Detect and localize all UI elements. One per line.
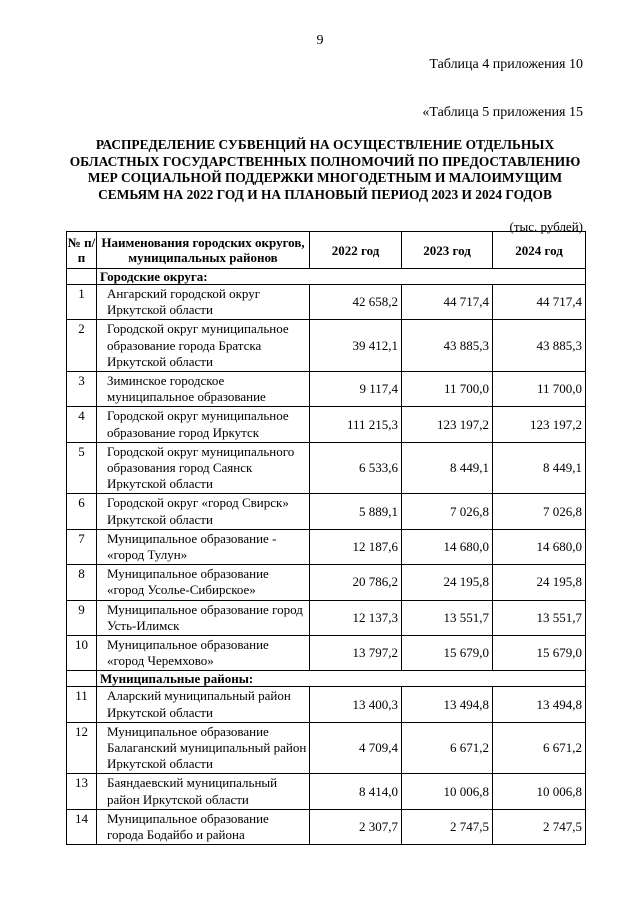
row-number: 12: [67, 722, 97, 774]
value-2024: 14 680,0: [493, 529, 586, 564]
value-2024: 8 449,1: [493, 442, 586, 494]
table-row: [67, 320, 586, 372]
table-body: [67, 269, 586, 845]
row-number: 9: [67, 600, 97, 635]
row-number: 2: [67, 320, 97, 372]
value-2024: 6 671,2: [493, 722, 586, 774]
row-number: 14: [67, 809, 97, 844]
row-number: 11: [67, 687, 97, 722]
value-2023: 7 026,8: [402, 494, 493, 529]
value-2022: 20 786,2: [310, 565, 402, 600]
table-row: [67, 529, 586, 564]
value-2024: 7 026,8: [493, 494, 586, 529]
table-row: [67, 407, 586, 442]
document-title: РАСПРЕДЕЛЕНИЕ СУБВЕНЦИЙ НА ОСУЩЕСТВЛЕНИЕ ОТДЕЛЬНЫХ ОБЛАСТНЫХ ГОСУДАРСТВЕННЫХ ПОЛНОМОЧИЙ ПО ПРЕДОСТАВЛЕНИЮ МЕР СОЦИАЛЬНОЙ ПОДДЕРЖКИ МНОГОДЕТНЫМ И МАЛОИМУЩИМ СЕМЬЯМ НА 2022 ГОД И НА ПЛАНОВЫЙ ПЕРИОД 2023 И 2024 ГОДОВ: [69, 137, 581, 202]
row-number: 5: [67, 442, 97, 494]
row-name: Муниципальное образование Балаганский муниципальный район Иркутской области: [97, 722, 310, 774]
section-row-city-districts: [67, 269, 586, 285]
row-name: Зиминское городское муниципальное образование: [97, 372, 310, 407]
value-2022: 42 658,2: [310, 285, 402, 320]
value-2024: 24 195,8: [493, 565, 586, 600]
value-2024: 44 717,4: [493, 285, 586, 320]
row-name: Ангарский городской округ Иркутской области: [97, 285, 310, 320]
row-name: Аларский муниципальный район Иркутской области: [97, 687, 310, 722]
value-2022: 12 187,6: [310, 529, 402, 564]
value-2023: 2 747,5: [402, 809, 493, 844]
unit-label: (тыс. рублей): [509, 219, 583, 234]
table-row: [67, 600, 586, 635]
row-number: 4: [67, 407, 97, 442]
value-2023: 6 671,2: [402, 722, 493, 774]
row-name: Муниципальное образование город Усть-Илимск: [97, 600, 310, 635]
table-row: [67, 636, 586, 671]
value-2023: 13 551,7: [402, 600, 493, 635]
header-2024: 2024 год: [493, 232, 586, 269]
value-2022: 2 307,7: [310, 809, 402, 844]
row-number: 7: [67, 529, 97, 564]
row-number: 8: [67, 565, 97, 600]
value-2022: 39 412,1: [310, 320, 402, 372]
value-2024: 123 197,2: [493, 407, 586, 442]
value-2024: 43 885,3: [493, 320, 586, 372]
value-2023: 13 494,8: [402, 687, 493, 722]
value-2023: 44 717,4: [402, 285, 493, 320]
value-2024: 13 551,7: [493, 600, 586, 635]
header-2023: 2023 год: [402, 232, 493, 269]
row-name: Баяндаевский муниципальный район Иркутской области: [97, 774, 310, 809]
value-2022: 9 117,4: [310, 372, 402, 407]
value-2023: 24 195,8: [402, 565, 493, 600]
table-row: [67, 442, 586, 494]
table-reference-note: Таблица 4 приложения 10: [429, 57, 583, 72]
value-2022: 12 137,3: [310, 600, 402, 635]
value-2024: 10 006,8: [493, 774, 586, 809]
row-name: Городской округ муниципального образования город Саянск Иркутской области: [97, 442, 310, 494]
value-2024: 13 494,8: [493, 687, 586, 722]
table-row: [67, 372, 586, 407]
value-2024: 15 679,0: [493, 636, 586, 671]
value-2022: 8 414,0: [310, 774, 402, 809]
value-2023: 15 679,0: [402, 636, 493, 671]
value-2022: 4 709,4: [310, 722, 402, 774]
row-number: 1: [67, 285, 97, 320]
row-name: Муниципальное образование «город Усолье-Сибирское»: [97, 565, 310, 600]
table-row: [67, 722, 586, 774]
row-number: 3: [67, 372, 97, 407]
value-2023: 43 885,3: [402, 320, 493, 372]
subvention-table: [66, 231, 586, 845]
value-2022: 13 400,3: [310, 687, 402, 722]
row-name: Городской округ муниципальное образование город Иркутск: [97, 407, 310, 442]
value-2022: 6 533,6: [310, 442, 402, 494]
table-row: [67, 494, 586, 529]
value-2022: 111 215,3: [310, 407, 402, 442]
header-num: № п/п: [67, 232, 97, 269]
section-empty-cell: [67, 269, 97, 285]
row-number: 10: [67, 636, 97, 671]
table-row: [67, 285, 586, 320]
row-name: Муниципальное образование «город Черемхово»: [97, 636, 310, 671]
section-row-municipal-districts: [67, 671, 586, 687]
header-name: Наименования городских округов, муниципальных районов: [97, 232, 310, 269]
page-number: 9: [316, 33, 324, 48]
value-2023: 8 449,1: [402, 442, 493, 494]
value-2022: 13 797,2: [310, 636, 402, 671]
row-name: Городской округ «город Свирск» Иркутской области: [97, 494, 310, 529]
section-label: Городские округа:: [97, 269, 586, 285]
row-name: Муниципальное образование - «город Тулун»: [97, 529, 310, 564]
row-name: Муниципальное образование города Бодайбо и района: [97, 809, 310, 844]
header-2022: 2022 год: [310, 232, 402, 269]
table-row: [67, 809, 586, 844]
section-empty-cell: [67, 671, 97, 687]
value-2023: 11 700,0: [402, 372, 493, 407]
table-row: [67, 565, 586, 600]
value-2023: 14 680,0: [402, 529, 493, 564]
subvention-table-container: [66, 231, 585, 845]
table-row: [67, 774, 586, 809]
value-2023: 123 197,2: [402, 407, 493, 442]
table-header-row: [67, 232, 586, 269]
row-number: 13: [67, 774, 97, 809]
row-number: 6: [67, 494, 97, 529]
value-2023: 10 006,8: [402, 774, 493, 809]
row-name: Городской округ муниципальное образование города Братска Иркутской области: [97, 320, 310, 372]
value-2022: 5 889,1: [310, 494, 402, 529]
section-label: Муниципальные районы:: [97, 671, 586, 687]
value-2024: 11 700,0: [493, 372, 586, 407]
value-2024: 2 747,5: [493, 809, 586, 844]
table-reference-note-2: «Таблица 5 приложения 15: [422, 105, 583, 120]
table-row: [67, 687, 586, 722]
